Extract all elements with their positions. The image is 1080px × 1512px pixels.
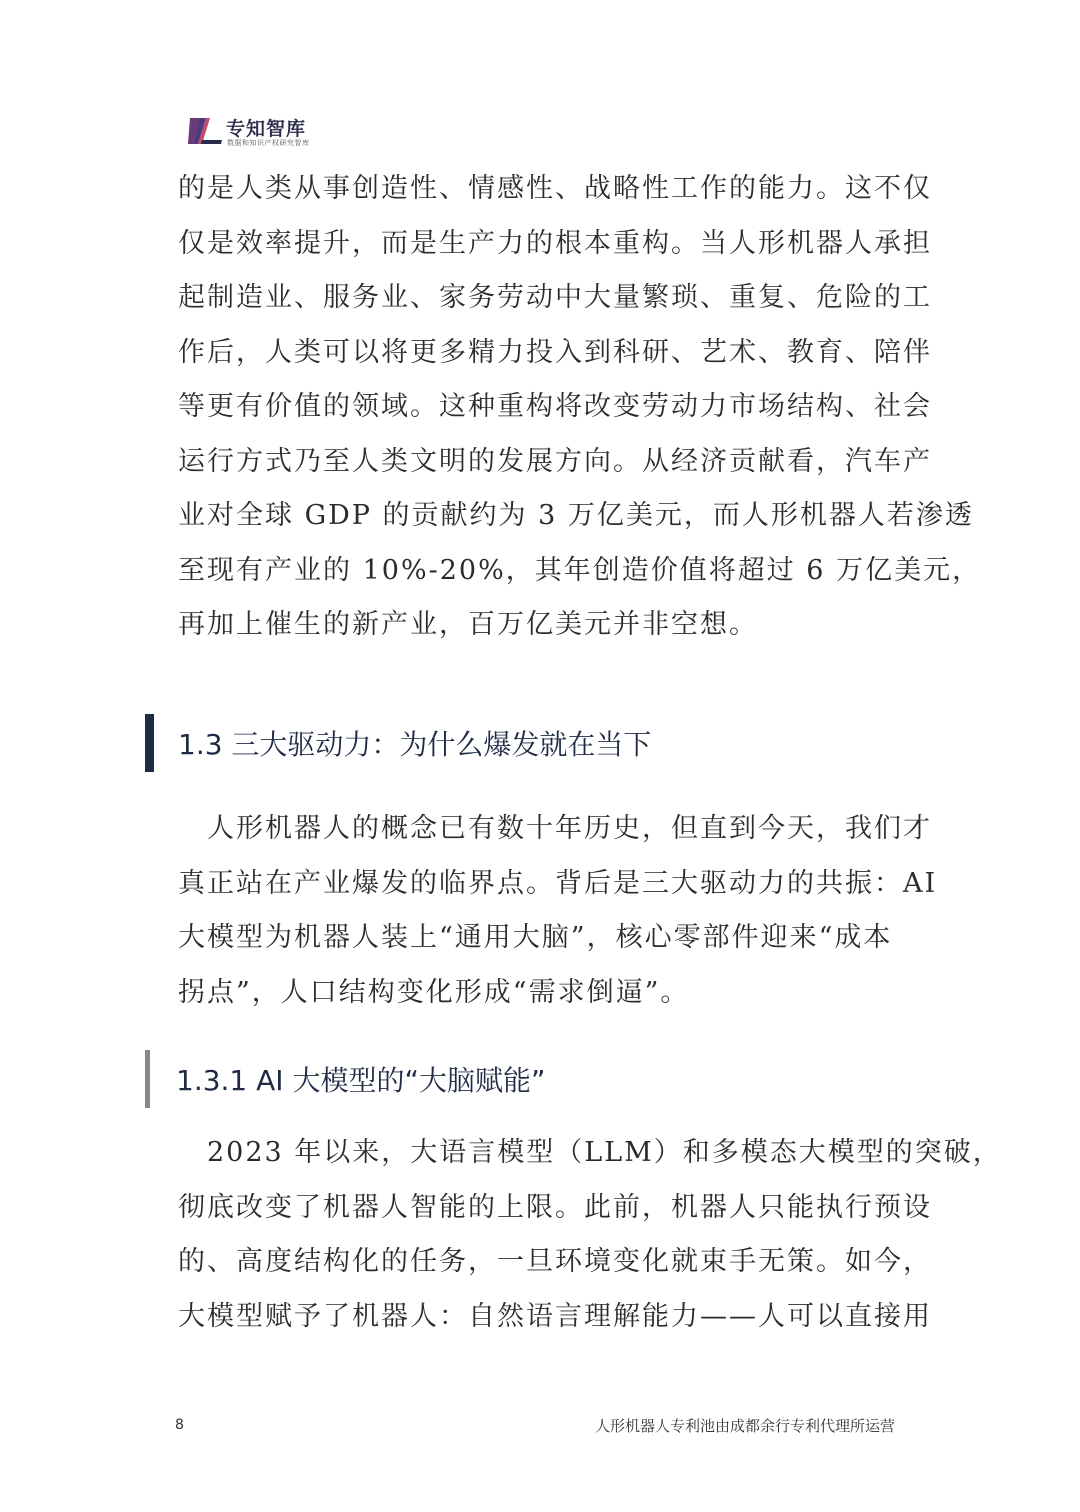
footer-note: 人形机器人专利池由成都余行专利代理所运营 [594,1417,895,1435]
text-line: 再加上催生的新产业，百万亿美元并非空想。 [178,609,758,640]
paragraph-three-drivers [178,802,938,1020]
text-line: 作后，人类可以将更多精力投入到科研、艺术、教育、陪伴 [178,336,932,368]
brand-logo-icon [188,116,222,146]
brand-logo [188,114,388,154]
text-line: 彻底改变了机器人智能的上限。此前，机器人只能执行预设 [178,1191,932,1223]
heading-accent-bar [145,1050,150,1108]
heading-text: 1.3.1 AI 大模型的“大脑赋能” [176,1064,546,1097]
text-line: 真正站在产业爆发的临界点。背后是三大驱动力的共振：AI [178,867,938,899]
text-line: 业对全球 GDP 的贡献约为 3 万亿美元，而人形机器人若渗透 [178,500,974,531]
heading-text: 1.3 三大驱动力：为什么爆发就在当下 [178,728,652,761]
paragraph-ai-models [178,1126,1002,1344]
page-number: 8 [175,1417,184,1433]
text-line: 人形机器人的概念已有数十年历史，但直到今天，我们才 [178,813,932,844]
paragraph-economic-impact [178,162,982,653]
text-line: 拐点”，人口结构变化形成“需求倒逼”。 [178,976,690,1008]
text-line: 仅是效率提升，而是生产力的根本重构。当人形机器人承担 [178,227,932,259]
text-line: 2023 年以来，大语言模型（LLM）和多模态大模型的突破， [178,1137,1002,1168]
section-heading-1-3 [145,714,651,772]
text-line: 运行方式乃至人类文明的发展方向。从经济贡献看，汽车产 [178,445,932,477]
text-line: 等更有价值的领域。这种重构将改变劳动力市场结构、社会 [178,391,932,422]
logo-subtitle: 数据和知识产权研究智库 [227,139,310,147]
heading-accent-bar [145,714,154,772]
text-line: 至现有产业的 10%-20%，其年创造价值将超过 6 万亿美元， [178,554,982,586]
text-line: 大模型为机器人装上“通用大脑”，核心零部件迎来“成本 [178,922,893,953]
section-heading-1-3-1 [145,1050,545,1108]
text-line: 的是人类从事创造性、情感性、战略性工作的能力。这不仅 [178,173,932,204]
text-line: 起制造业、服务业、家务劳动中大量繁琐、重复、危险的工 [178,282,932,313]
text-line: 大模型赋予了机器人：自然语言理解能力——人可以直接用 [178,1300,932,1332]
logo-title: 专知智库 [226,118,307,140]
text-line: 的、高度结构化的任务，一旦环境变化就束手无策。如今， [178,1246,932,1277]
